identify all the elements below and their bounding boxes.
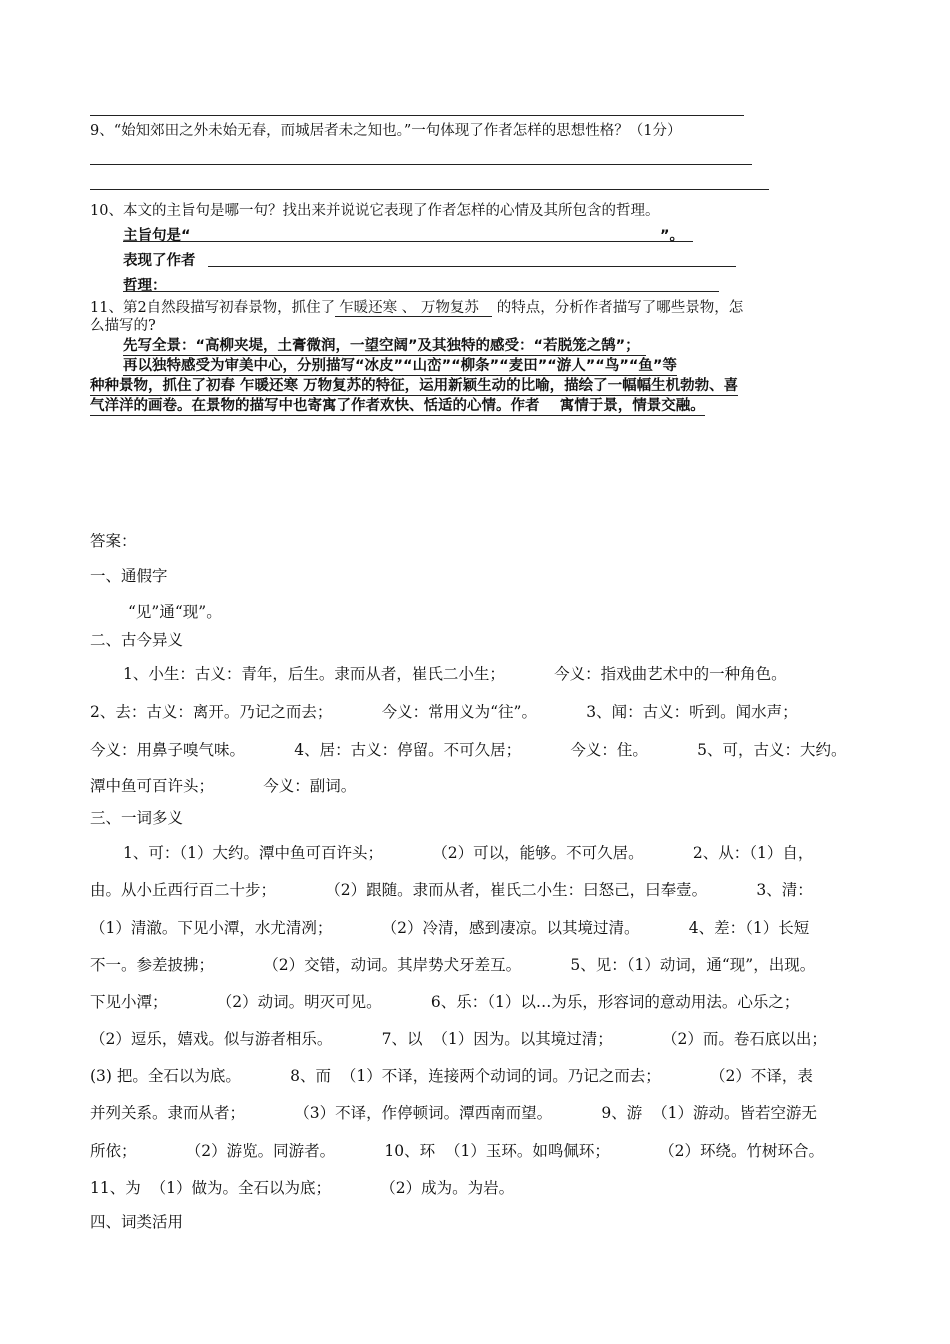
section-2-line-4: 潭中鱼可百许头； 今义：副词。 [90,777,357,795]
section-3-line-10: 11、为 （1）做为。全石以为底； （2）成为。为岩。 [90,1179,515,1197]
q11-answer-line2: 再以独特感受为审美中心，分别描写“冰皮”“山峦”“柳条”“麦田”“游人”“鸟”“鱼”等 [123,354,677,376]
section-3-line-9: 所依； （2）游览。同游者。 10、环 （1）玉环。如鸣佩环； （2）环绕。竹树环合。 [90,1142,824,1160]
section-3-line-4: 不一。参差披拂； （2）交错，动词。其岸势犬牙差互。 5、见：（1）动词，通“现”，出现。 [90,956,816,974]
section-2-line-1: 1、小生：古义：青年，后生。隶而从者，崔氏二小生； 今义：指戏曲艺术中的一种角色。 [123,665,787,683]
question-11-line2: 么描写的? [90,318,156,334]
answer-line [90,189,769,190]
philosophy-line [123,291,719,292]
section-3-line-5: 下见小潭； （2）动词。明灭可见。 6、乐：（1）以…为乐，形容词的意动用法。心乐之； [90,993,800,1011]
main-sentence-label: 主旨句是“ [123,228,191,244]
q11-answer-line1: 先写全景：“高柳夹堤，土膏微润，一望空阔”及其独特的感受：“若脱笼之鹄”； [123,334,646,356]
section-3-line-2: 由。从小丘西行百二十步； （2）跟随。隶而从者，崔氏二小生：曰怒己，曰奉壹。 3、清： [90,881,813,899]
q11-blank1: 乍暖还寒 、 万物复苏 [335,300,492,317]
question-10: 10、本文的主旨句是哪一句？找出来并说说它表现了作者怎样的心情及其所包含的哲理。 [90,203,660,219]
question-9: 9、“始知郊田之外未始无春，而城居者未之知也。”一句体现了作者怎样的思想性格？（1分） [90,123,682,139]
answers-heading: 答案： [90,532,137,550]
section-3-line-7: (3) 把。全石以为底。 8、而 （1）不译，连接两个动词的词。乃记之而去； （2）不译，表 [90,1067,813,1085]
section-2-title: 二、古今异义 [90,631,184,649]
philosophy-label: 哲理： [123,278,167,294]
question-11-line1 [90,299,743,317]
section-4-title: 四、词类活用 [90,1213,184,1231]
section-1-line-1: “见”通“现”。 [128,603,222,621]
answer-line [90,164,752,165]
section-2-line-3: 今义：用鼻子嗅气味。 4、居：古义：停留。不可久居； 今义：住。 5、可，古义：大约。 [90,741,847,759]
q11-pre: 11、第2自然段描写初春景物，抓住了 [90,300,336,316]
section-3-line-3: （1）清澈。下见小潭，水尤清冽； （2）冷清，感到凄凉。以其境过清。 4、差：（1）长短 [90,919,810,937]
main-sentence-end: ”。 [660,228,685,244]
section-2-line-2: 2、去：古义：离开。乃记之而去； 今义：常用义为“往”。 3、闻：古义：听到。闻水声； [90,703,798,721]
q11-answer-line4: 气洋洋的画卷。在景物的描写中也寄寓了作者欢快、恬适的心情。作者 寓情于景，情景交融。 [90,394,705,416]
q11-answer-line3: 种种景物，抓住了初春 乍暖还寒 万物复苏的特征，运用新颖生动的比喻，描绘了一幅幅生机勃勃、喜 [90,374,738,396]
main-sentence-line [123,241,693,242]
section-3-line-1: 1、可：（1）大约。潭中鱼可百许头； （2）可以，能够。不可久居。 2、从：（1）自， [123,844,814,862]
mood-line [208,266,736,267]
q11-post: 的特点，分析作者描写了哪些景物，怎 [496,300,744,316]
section-1-title: 一、通假字 [90,567,168,585]
section-3-line-6: （2）逗乐，嬉戏。似与游者相乐。 7、以 （1）因为。以其境过清； （2）而。卷石底以出； [90,1030,827,1048]
answer-line [90,115,744,116]
section-3-title: 三、一词多义 [90,809,184,827]
section-3-line-8: 并列关系。隶而从者； （3）不译，作停顿词。潭西南而望。 9、游 （1）游动。皆若空游无 [90,1104,817,1122]
mood-label: 表现了作者 [123,253,196,269]
